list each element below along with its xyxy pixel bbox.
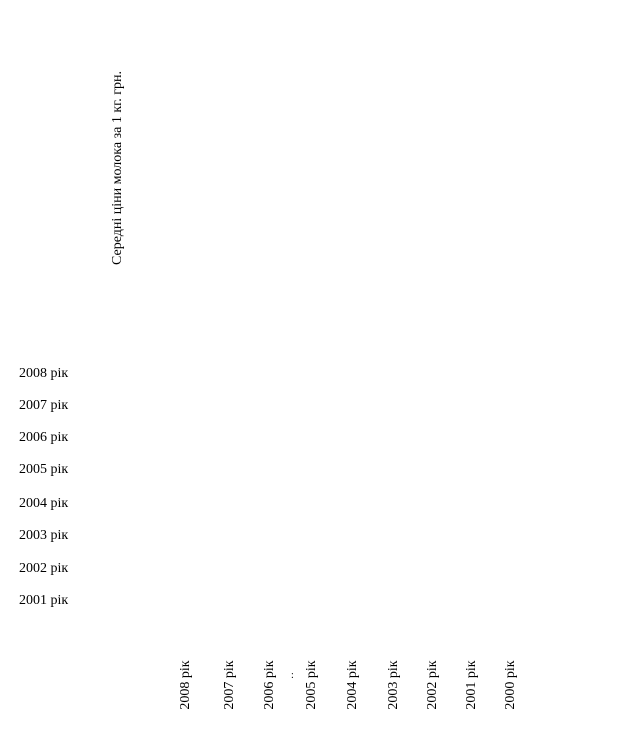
x-tick-label: 2000 рік [503, 660, 518, 710]
x-tick-label: 2003 рік [386, 660, 401, 710]
row-label: 2007 рік [19, 398, 69, 413]
x-tick-label: 2007 рік [222, 660, 237, 710]
row-label: 2001 рік [19, 593, 69, 608]
x-tick-label: 2008 рік [178, 660, 193, 710]
y-axis-label: Середні ціни молока за 1 кг. грн. [110, 70, 125, 266]
x-tick-label: 2006 рік [262, 660, 277, 710]
x-tick-label: 2005 рік [304, 660, 319, 710]
row-label: 2003 рік [19, 528, 69, 543]
stray-mark: : [291, 670, 294, 681]
x-tick-label: 2004 рік [345, 660, 360, 710]
row-label: 2006 рік [19, 430, 69, 445]
row-label: 2002 рік [19, 561, 69, 576]
x-tick-label: 2001 рік [464, 660, 479, 710]
row-label: 2008 рік [19, 366, 69, 381]
row-label: 2004 рік [19, 496, 69, 511]
row-label: 2005 рік [19, 462, 69, 477]
x-tick-label: 2002 рік [425, 660, 440, 710]
